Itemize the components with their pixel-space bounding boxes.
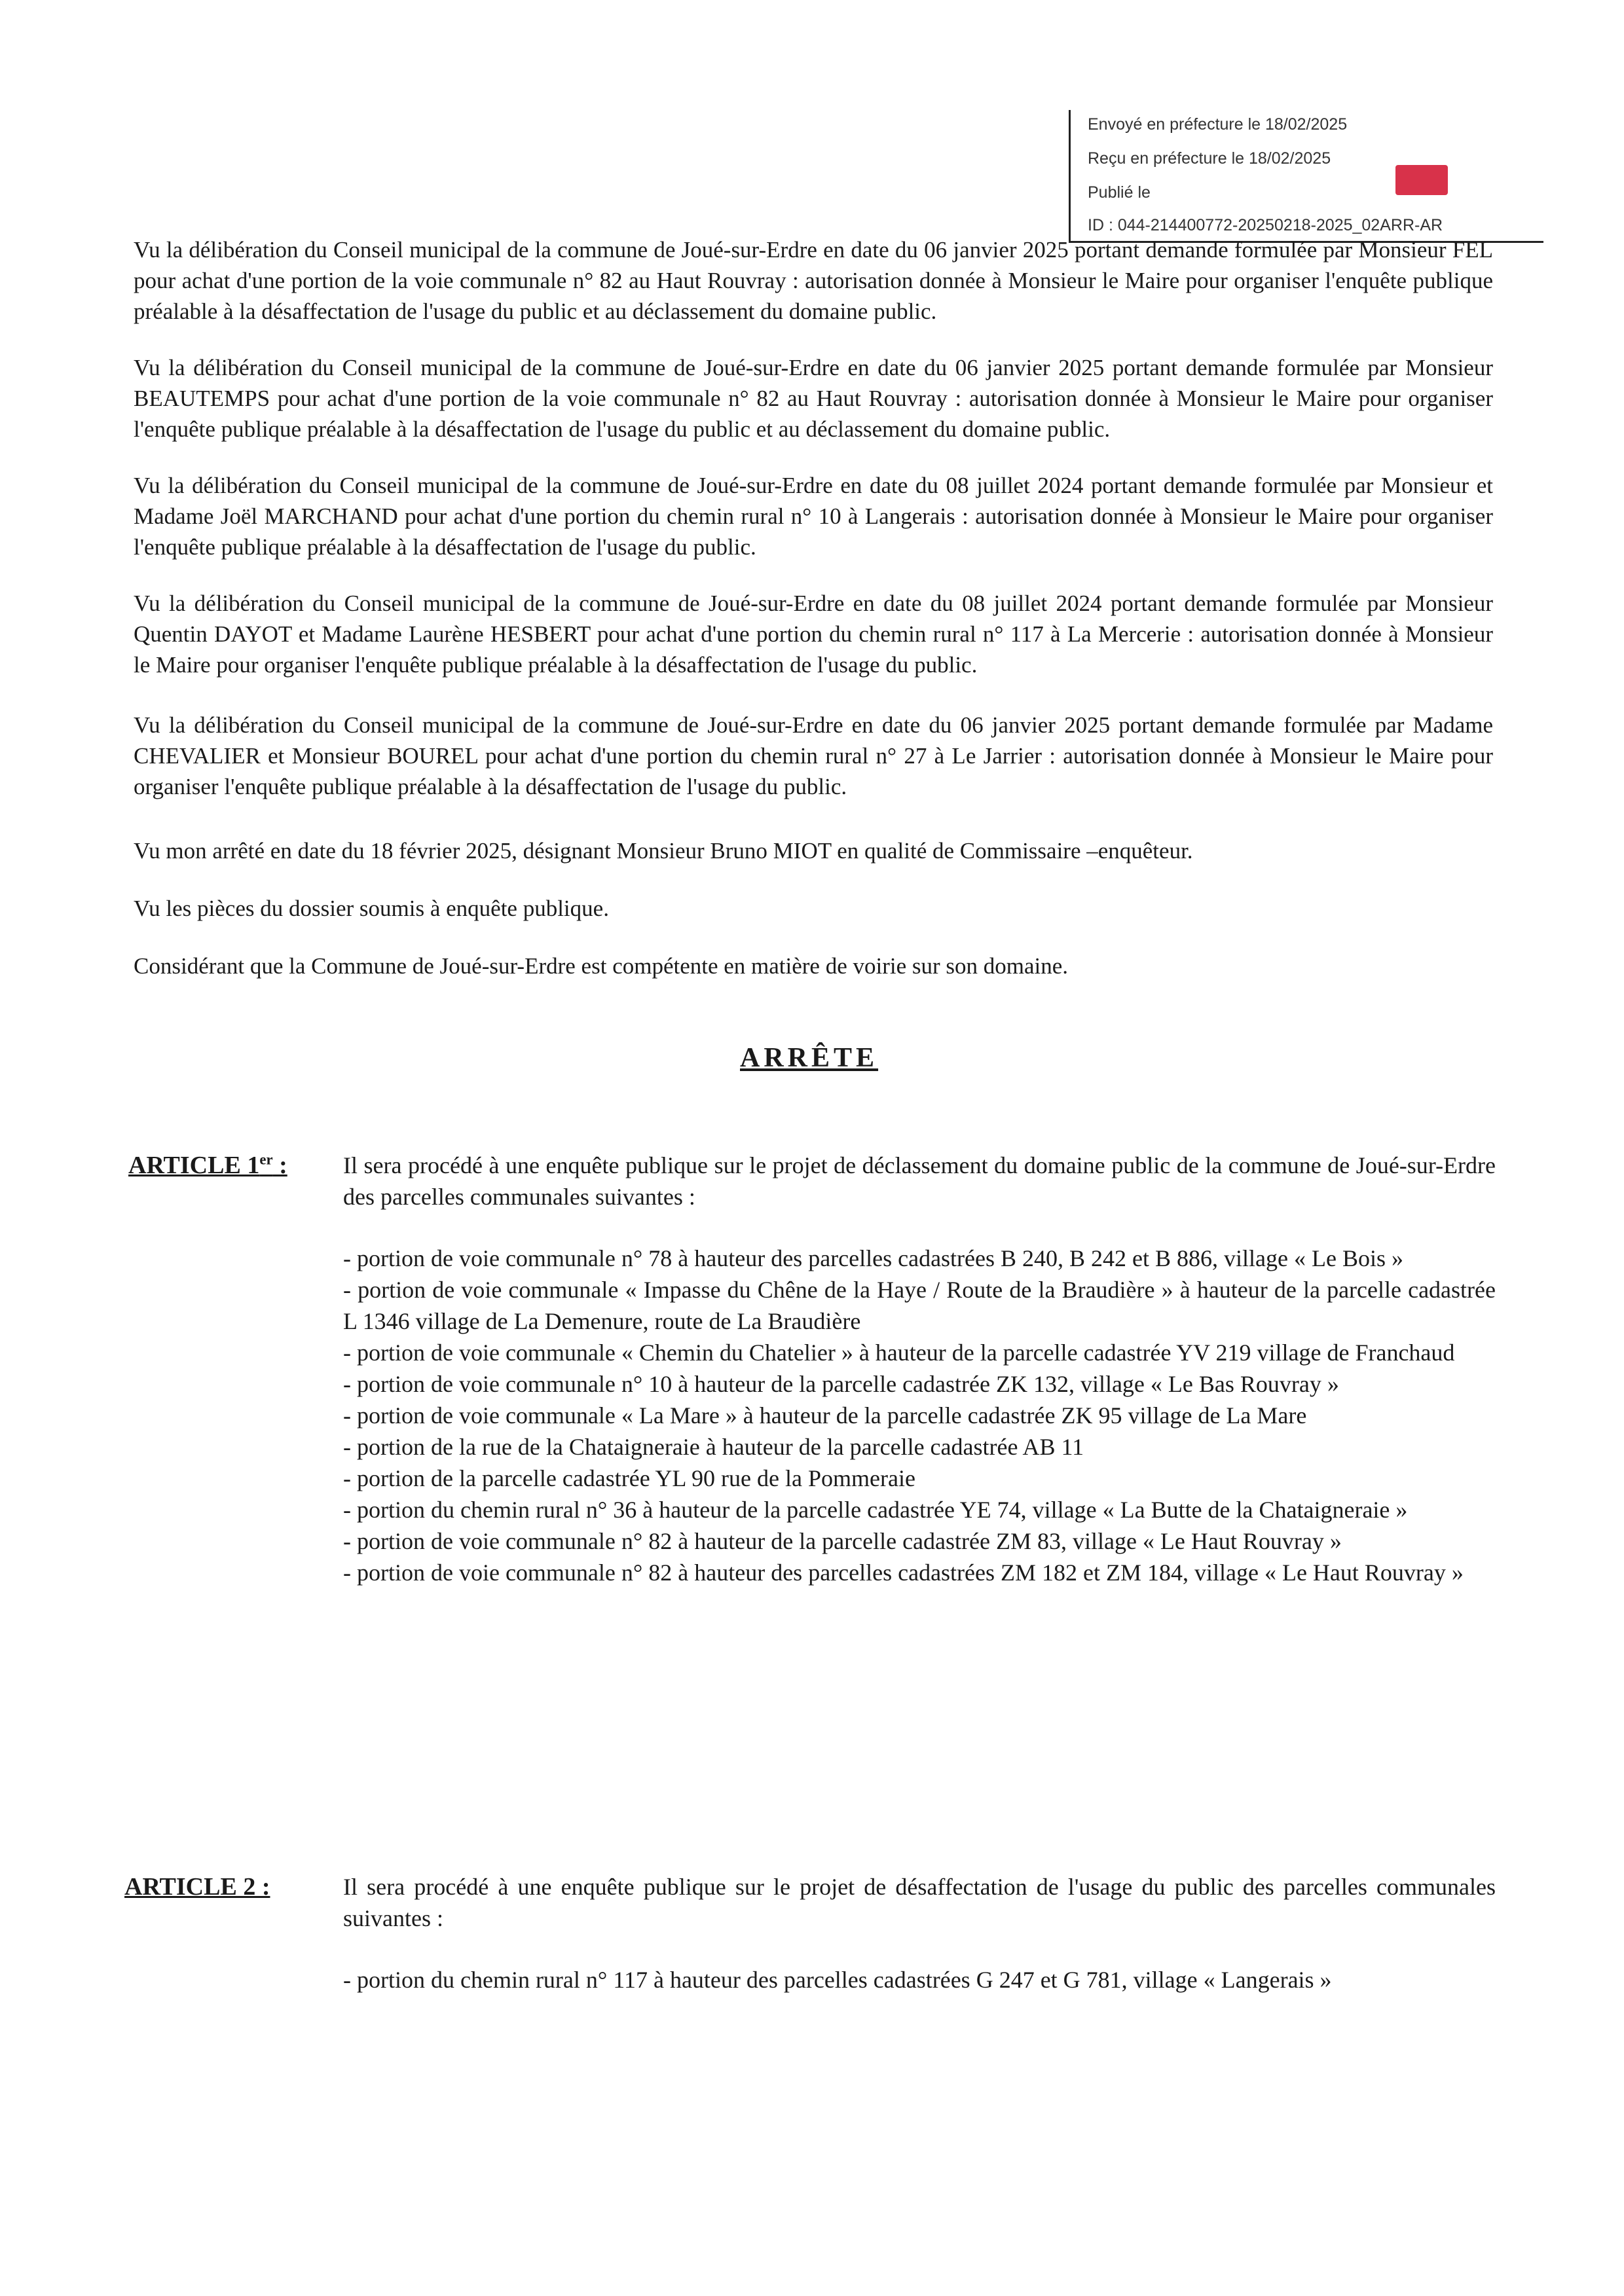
list-item: - portion de voie communale « Chemin du Chatelier » à hauteur de la parcelle cadastrée YV 219 village de Franchaud	[343, 1339, 1455, 1366]
stamp-published: Publié le	[1088, 183, 1151, 202]
decree-title: ARRÊTE	[740, 1043, 879, 1073]
article-1-label: ARTICLE 1er :	[128, 1151, 287, 1179]
list-item: - portion de la rue de la Chataigneraie à hauteur de la parcelle cadastrée AB 11	[343, 1434, 1084, 1460]
preamble-paragraph-4: Vu la délibération du Conseil municipal de la commune de Joué-sur-Erdre en date du 08 juillet 2024 portant demande formulée par Monsieur Quentin DAYOT et Madame Laurène HESBERT pour achat d'une portion du chemin rural n° 117 à La Mercerie : autorisation donnée à Monsieur le Maire pour organiser l'enquête publique préalable à la désaffectation de l'usage du public.	[134, 591, 1493, 678]
list-item: - portion de voie communale « La Mare » à hauteur de la parcelle cadastrée ZK 95 village de La Mare	[343, 1402, 1307, 1429]
article-1-intro: Il sera procédé à une enquête publique sur le projet de déclassement du domaine public de la commune de Joué-sur-Erdre des parcelles communales suivantes :	[343, 1152, 1496, 1210]
article-2-intro: Il sera procédé à une enquête publique sur le projet de désaffectation de l'usage du public des parcelles communales suivantes :	[343, 1874, 1496, 1931]
article-1-list	[343, 1243, 1496, 1588]
preamble-paragraph-5: Vu la délibération du Conseil municipal de la commune de Joué-sur-Erdre en date du 06 janvier 2025 portant demande formulée par Madame CHEVALIER et Monsieur BOUREL pour achat d'une portion du chemin rural n° 27 à Le Jarrier : autorisation donnée à Monsieur le Maire pour organiser l'enquête publique préalable à la désaffectation de l'usage du public.	[134, 712, 1493, 799]
stamp-id: ID : 044-214400772-20250218-2025_02ARR-AR	[1088, 216, 1443, 234]
list-item: - portion de la parcelle cadastrée YL 90 rue de la Pommeraie	[343, 1465, 915, 1491]
article-2-list	[343, 1964, 1496, 1995]
preamble-paragraph-6: Vu mon arrêté en date du 18 février 2025, désignant Monsieur Bruno MIOT en qualité de Commissaire –enquêteur.	[134, 838, 1193, 864]
list-item: - portion de voie communale n° 82 à hauteur des parcelles cadastrées ZM 182 et ZM 184, village « Le Haut Rouvray »	[343, 1559, 1464, 1586]
article-1-body	[343, 1150, 1496, 1588]
preamble-paragraph-8: Considérant que la Commune de Joué-sur-Erdre est compétente en matière de voirie sur son domaine.	[134, 953, 1069, 979]
list-item: - portion de voie communale « Impasse du Chêne de la Haye / Route de la Braudière » à hauteur de la parcelle cadastrée L 1346 village de La Demenure, route de La Braudière	[343, 1277, 1496, 1334]
berger-levrault-logo	[1395, 165, 1448, 195]
list-item: - portion de voie communale n° 10 à hauteur de la parcelle cadastrée ZK 132, village « Le Bas Rouvray »	[343, 1371, 1339, 1397]
preamble-paragraph-7: Vu les pièces du dossier soumis à enquête publique.	[134, 896, 609, 921]
list-item: - portion de voie communale n° 82 à hauteur de la parcelle cadastrée ZM 83, village « Le Haut Rouvray »	[343, 1528, 1342, 1554]
preamble-paragraph-2: Vu la délibération du Conseil municipal de la commune de Joué-sur-Erdre en date du 06 janvier 2025 portant demande formulée par Monsieur BEAUTEMPS pour achat d'une portion de la voie communale n° 82 au Haut Rouvray : autorisation donnée à Monsieur le Maire pour organiser l'enquête publique préalable à la désaffectation de l'usage du public et au déclassement du domaine public.	[134, 355, 1493, 442]
stamp-sent-date: Envoyé en préfecture le 18/02/2025	[1088, 115, 1348, 134]
stamp-received-date: Reçu en préfecture le 18/02/2025	[1088, 149, 1331, 168]
list-item: - portion de voie communale n° 78 à hauteur des parcelles cadastrées B 240, B 242 et B 886, village « Le Bois »	[343, 1245, 1403, 1271]
list-item: - portion du chemin rural n° 117 à hauteur des parcelles cadastrées G 247 et G 781, village « Langerais »	[343, 1967, 1332, 1993]
article-2-body	[343, 1871, 1496, 1995]
prefecture-stamp	[1069, 110, 1543, 243]
article-2-label: ARTICLE 2 :	[124, 1873, 270, 1901]
list-item: - portion du chemin rural n° 36 à hauteur de la parcelle cadastrée YE 74, village « La Butte de la Chataigneraie »	[343, 1497, 1408, 1523]
preamble-paragraph-1: Vu la délibération du Conseil municipal de la commune de Joué-sur-Erdre en date du 06 janvier 2025 portant demande formulée par Monsieur FEL pour achat d'une portion de la voie communale n° 82 au Haut Rouvray : autorisation donnée à Monsieur le Maire pour organiser l'enquête publique préalable à la désaffectation de l'usage du public et au déclassement du domaine public.	[134, 237, 1493, 324]
preamble-paragraph-3: Vu la délibération du Conseil municipal de la commune de Joué-sur-Erdre en date du 08 juillet 2024 portant demande formulée par Monsieur et Madame Joël MARCHAND pour achat d'une portion du chemin rural n° 10 à Langerais : autorisation donnée à Monsieur le Maire pour organiser l'enquête publique préalable à la désaffectation de l'usage du public.	[134, 473, 1493, 560]
